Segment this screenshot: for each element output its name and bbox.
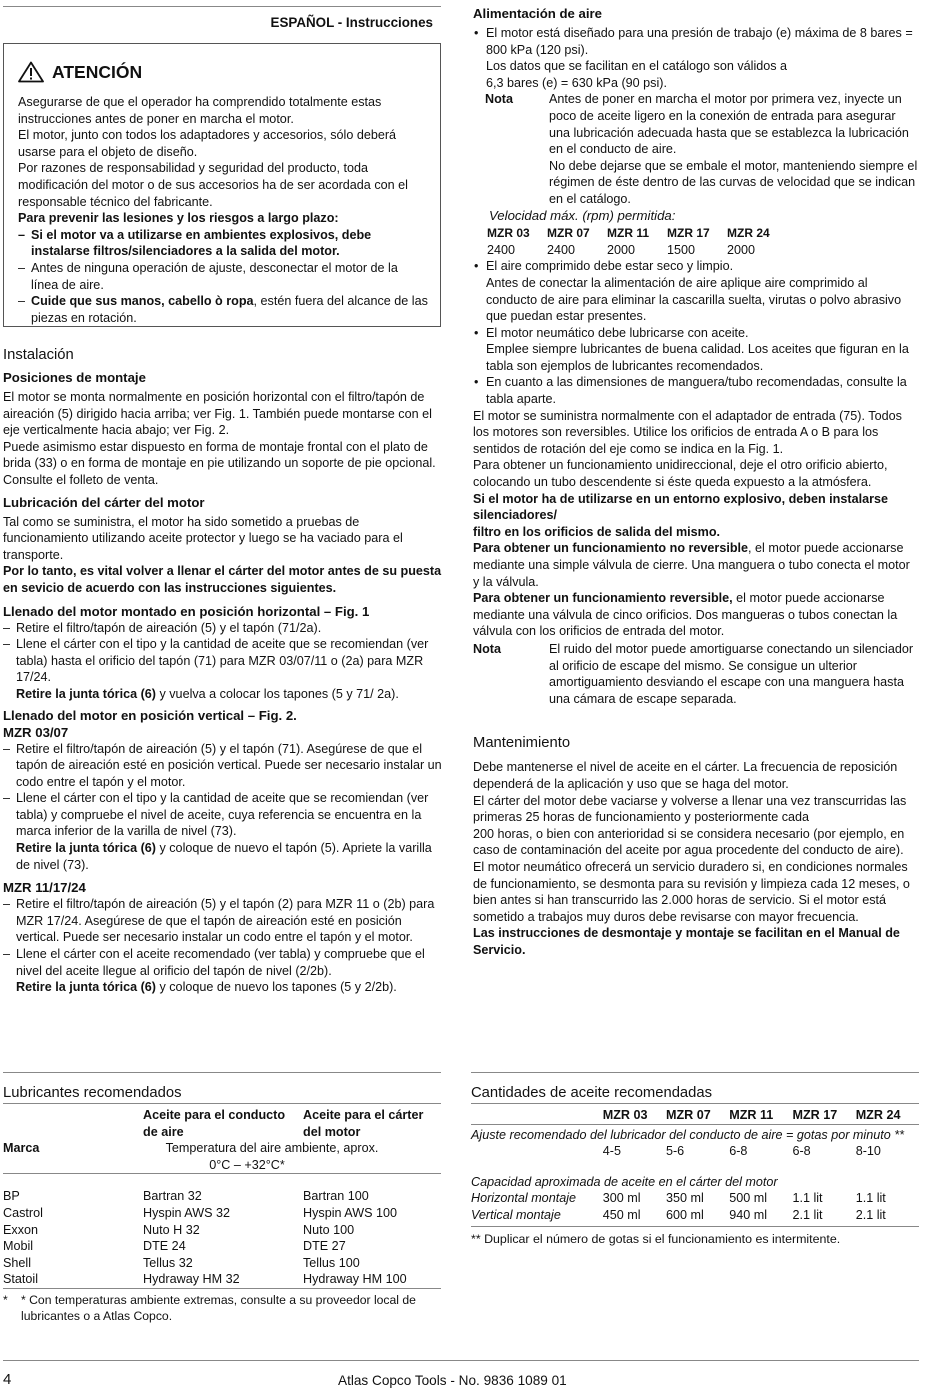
speed-model-cell: MZR 07 [547,226,590,241]
lubricants-table [3,1107,441,1288]
paragraph: El motor neumático ofrecerá un servicio duradero si, en condiciones normales de funcionamiento, se desmonta para su revisión y limpieza cada 12 meses, o bien antes si han transcurrido las 2.000 horas de servicio. Si el motor está sometido a trabajos muy duros debe revisarse con mayor frecuencia. [473,859,910,924]
paragraph: Puede asimismo estar dispuesto en forma de montaje frontal con el plato de brida (33) o en forma de montaje en pie utilizando un soporte de pie opcional. Consulte el folleto de venta. [3,439,436,487]
warning-paragraph: Asegurarse de que el operador ha comprendido totalmente estas instrucciones antes de poner en marcha el motor. [18,95,382,126]
table-title: Cantidades de aceite recomendadas [471,1085,713,1101]
subsection-heading: Lubricación del cárter del motor [3,494,205,510]
column-header: Aceite para el cárter del motor [303,1108,424,1139]
oil-value-cell: 500 ml [729,1191,768,1206]
subsection-heading: MZR 03/07 [3,724,69,740]
oil-drops-row [471,1143,919,1160]
speed-model-cell: MZR 03 [487,226,530,241]
paragraph: El cárter del motor debe vaciarse y volverse a llenar una vez transcurridas las primeras 25 horas de funcionamiento y posteriormente cada 200 horas, o bien con anterioridad si se considera necesario (por ejemplo, en caso de contaminación del aceite por agua procedente del conducto de aire). [473,793,907,858]
air-oil-cell: Hyspin AWS 32 [143,1205,231,1220]
paragraph: Para obtener un funcionamiento reversible, el motor puede accionarse mediante una válvula de cinco orificios. Dos mangueras o tubos conectan la válvula con los orificios de entrada del motor. [473,591,898,639]
air-oil-cell: DTE 24 [143,1239,186,1254]
warning-paragraph: Para prevenir las lesiones y los riesgos a largo plazo: [18,211,339,226]
crankcase-oil-cell: Hydraway HM 100 [303,1272,407,1287]
oil-value-cell: 5-6 [665,1144,685,1159]
brand-cell: Mobil [3,1239,34,1254]
page-header [3,6,441,32]
warning-triangle-icon [18,61,44,83]
model-header-cell: MZR 03 [602,1108,648,1122]
warning-item: – Antes de ninguna operación de ajuste, desconectar el motor de la línea de aire. [18,260,428,293]
oil-value-cell: 8-10 [855,1144,881,1159]
model-header-cell: MZR 17 [792,1108,838,1122]
speed-model-cell: MZR 17 [667,226,710,241]
step-note: Retire la junta tórica (6) y vuelva a colocar los tapones (5 y 71/ 2a). [16,686,399,701]
speed-value-cell: 1500 [667,242,696,257]
warning-paragraph: Por razones de responsabilidad y seguridad del producto, toda modificación del motor o de sus accesorios ha de ser acordada con el responsable técnico del fabricante. [18,161,408,209]
oil-value-cell: 1.1 lit [855,1191,886,1206]
oil-value-cell: 6-8 [729,1144,748,1159]
lubricants-section [3,1072,441,1324]
paragraph: Por lo tanto, es vital volver a llenar el cárter del motor antes de su puesta en sevicio de acuerdo con las instrucciones siguientes. [3,564,442,595]
note-label: Nota [485,92,513,107]
table-title: Lubricantes recomendados [3,1085,182,1101]
table-row [3,1205,441,1222]
warning-item: – Si el motor va a utilizarse en ambientes explosivos, debe instalarse filtros/silenciadores a la salida del motor. [18,227,428,260]
note-block [473,91,918,207]
row-label: Capacidad aproximada de aceite en el cárter del motor [471,1174,778,1189]
air-oil-cell: Hydraway HM 32 [143,1272,240,1287]
oil-value-cell: 940 ml [729,1207,768,1222]
oil-quantities-section [471,1072,919,1247]
air-oil-cell: Tellus 32 [143,1255,193,1270]
oil-value-cell: 1.1 lit [792,1191,823,1206]
step-item: – Retire el filtro/tapón de aireación (5) y el tapón (71/2a). [3,620,443,637]
air-supply-section [473,5,918,958]
row-label: Ajuste recomendado del lubricador del conducto de aire = gotas por minuto ** [471,1127,905,1142]
oil-table [471,1107,919,1224]
oil-value-cell: 450 ml [602,1207,641,1222]
brand-cell: Shell [3,1255,32,1270]
oil-value-cell: 2.1 lit [855,1207,886,1222]
speed-values-row [487,242,787,259]
document-number: Atlas Copco Tools - No. 9836 1089 01 [338,1373,567,1388]
brand-cell: Exxon [3,1222,39,1237]
oil-vertical-row: Vertical montaje 450 ml 600 ml 940 ml 2.1 lit 2.1 lit [471,1207,919,1224]
step-item: – Retire el filtro/tapón de aireación (5) y el tapón (2) para MZR 11 o (2b) para MZR 17/24. Asegúrese de que el tapón de aireación esté en posición vertical. Puede ser necesario instalar un codo entre el tapón y el motor. [3,896,443,946]
bullet-item: • En cuanto a las dimensiones de manguera/tubo recomendadas, consulte la tabla aparte. [473,374,918,407]
step-item: – Retire el filtro/tapón de aireación (5) y el tapón (71). Asegúrese de que el tapón de aireación esté en posición vertical. Puede ser necesario instalar un codo entre el tapón y el motor. [3,741,443,791]
paragraph: El motor se suministra normalmente con el adaptador de entrada (75). Todos los motores son reversibles. Utilice los orificios de entrada A o B para los sentidos de rotación del eje como se indica en la Fig. 1. [473,408,902,456]
paragraph: Debe mantenerse el nivel de aceite en el cárter. La frecuencia de reposición dependerá de la aplicación y uso que se haga del motor. [473,760,898,791]
model-header-cell: MZR 11 [729,1108,774,1122]
oil-horizontal-row: Horizontal montaje 300 ml 350 ml 500 ml 1.1 lit 1.1 lit [471,1190,919,1207]
note-text: El ruido del motor puede amortiguarse conectando un silenciador al orificio de escape del mismo. Se consigue un ulterior amortiguamiento desviando el escape con una manguera hasta una cámara de escape separada. [549,641,914,706]
paragraph: Si el motor ha de utilizarse en un entorno explosivo, deben instalarse silenciadores/ filtro en los orificios de salida del mismo. [473,491,888,539]
paragraph: El motor se monta normalmente en posición horizontal con el filtro/tapón de aireación (5) dirigido hacia arriba; ver Fig. 1. También puede montarse con el eje verticalmente hacia abajo; ver Fig. 2. [3,390,432,438]
section-heading: Mantenimiento [473,735,571,752]
bullet-item: • El motor está diseñado para una presión de trabajo (e) máxima de 8 bares = 800 kPa (120 psi). Los datos que se facilitan en el catálogo son válidos a 6,3 bares (e) = 630 kPa (90 psi). [473,25,918,91]
table-row [3,1255,441,1272]
oil-value-cell: 300 ml [602,1191,641,1206]
step-item: – Llene el cárter con el tipo y la cantidad de aceite que se recomiendan (ver tabla) y compruebe el nivel de aceite, cuya referencia se encuentra en la marca inferior de la varilla de nivel (73). [3,790,443,840]
speed-table [487,225,787,258]
speed-value-cell: 2000 [607,242,636,257]
table-row [3,1238,441,1255]
oil-models-row [471,1107,919,1124]
air-oil-cell: Nuto H 32 [143,1222,200,1237]
paragraph: Las instrucciones de desmontaje y montaje se facilitan en el Manual de Servicio. [473,926,900,957]
table-footnote: * * Con temperaturas ambiente extremas, consulte a su proveedor local de lubricantes o a Atlas Copco. [3,1292,416,1323]
note-text: Antes de poner en marcha el motor por primera vez, inyecte un poco de aceite ligero en la conexión de entrada para asegurar una lubricación adecuada hasta que se establezca la lubricación en el conducto de aire. [549,92,909,157]
speed-models-row [487,225,787,242]
brand-cell: Statoil [3,1272,39,1287]
note-label: Nota [473,641,501,656]
step-note: Retire la junta tórica (6) y coloque de nuevo el tapón (5). Apriete la varilla de nivel (73). [16,841,432,872]
brand-cell: Castrol [3,1205,43,1220]
page-number: 4 [3,1371,12,1388]
table-row [3,1222,441,1239]
oil-value-cell: 6-8 [792,1144,811,1159]
subsection-heading: Posiciones de montaje [3,370,146,385]
subsection-heading: Llenado del motor montado en posición horizontal – Fig. 1 [3,603,370,619]
oil-value-cell: 350 ml [665,1191,704,1206]
model-header-cell: MZR 24 [855,1108,901,1122]
crankcase-oil-cell: DTE 27 [303,1239,346,1254]
section-title: ESPAÑOL - Instrucciones [270,15,433,30]
warning-title: ATENCIÓN [52,61,143,82]
oil-value-cell: 600 ml [665,1207,704,1222]
speed-title: Velocidad máx. (rpm) permitida: [489,207,676,223]
column-header: Aceite para el conducto de aire [143,1108,286,1139]
paragraph: Para obtener un funcionamiento no reversible, el motor puede accionarse mediante una simple válvula de cierre. Una manguera o tubo conecta el motor y la válvula. [473,541,910,589]
step-note: Retire la junta tórica (6) y coloque de nuevo los tapones (5 y 2/2b). [16,980,397,995]
speed-value-cell: 2400 [547,242,576,257]
bullet-item: • El aire comprimido debe estar seco y limpio. Antes de conectar la alimentación de aire aplique aire comprimido al conducto de aire para eliminar la cascarilla suelta, virutas o polvo abrasivo que puedan estar presentes. [473,258,918,324]
crankcase-oil-cell: Hyspin AWS 100 [303,1205,398,1220]
paragraph: Para obtener un funcionamiento unidireccional, deje el otro orificio abierto, colocando un tubo descendente si éste queda expuesto a la atmósfera. [473,458,888,490]
oil-value-cell: 4-5 [602,1144,621,1159]
installation-section [3,345,443,996]
crankcase-oil-cell: Tellus 100 [303,1255,360,1270]
step-item: – Llene el cárter con el tipo y la cantidad de aceite que se recomiendan (ver tabla) hasta el orificio del tapón (71) para MZR 03/07/11 o (2a) para MZR 17/24. [3,636,443,686]
bullet-item: • El motor neumático debe lubricarse con aceite. Emplee siempre lubricantes de buena calidad. Los aceites que figuran en la tabla son ejemplos de lubricantes recomendados. [473,325,918,375]
table-row [3,1271,441,1288]
model-header-cell: MZR 07 [665,1108,711,1122]
speed-model-cell: MZR 24 [727,226,770,241]
oil-value-cell: 2.1 lit [792,1207,823,1222]
brand-cell: BP [3,1189,20,1204]
subsection-heading: Alimentación de aire [473,6,602,21]
speed-value-cell: 2000 [727,242,756,257]
subsection-heading: MZR 11/17/24 [3,880,86,896]
crankcase-oil-cell: Bartran 100 [303,1189,369,1204]
speed-value-cell: 2400 [487,242,516,257]
note-block [473,641,918,707]
warning-paragraph: El motor, junto con todos los adaptadores y accesorios, sólo deberá usarse para el objeto de diseño. [18,128,397,159]
air-oil-cell: Bartran 32 [143,1189,202,1204]
warning-box [3,43,441,327]
speed-model-cell: MZR 11 [607,226,650,241]
warning-heading [18,60,428,84]
table-row [3,1174,441,1205]
column-header: Marca [3,1141,40,1156]
subsection-heading: Llenado del motor en posición vertical – Fig. 2. [3,707,297,723]
paragraph: Tal como se suministra, el motor ha sido sometido a pruebas de funcionamiento utilizando aceite protector y luego se ha vaciado para el transporte. [3,514,403,562]
step-item: – Llene el cárter con el aceite recomendado (ver tabla) y compruebe que el nivel del aceite llegue al orificio del tapón de nivel (2/2b). [3,946,443,979]
section-heading: Instalación [3,347,74,363]
warning-item: – Cuide que sus manos, cabello ò ropa, estén fuera del alcance de las piezas en rotación. [18,293,428,326]
table-footnote: ** Duplicar el número de gotas si el funcionamiento es intermitente. [471,1231,841,1246]
crankcase-oil-cell: Nuto 100 [303,1222,355,1237]
temperature-note: Temperatura del aire ambiente, aprox. 0°C – +32°C* [165,1141,379,1172]
note-text: No debe dejarse que se embale el motor, manteniendo siempre el régimen de éste dentro de las curvas de velocidad que se indican en el catálogo. [549,158,918,206]
